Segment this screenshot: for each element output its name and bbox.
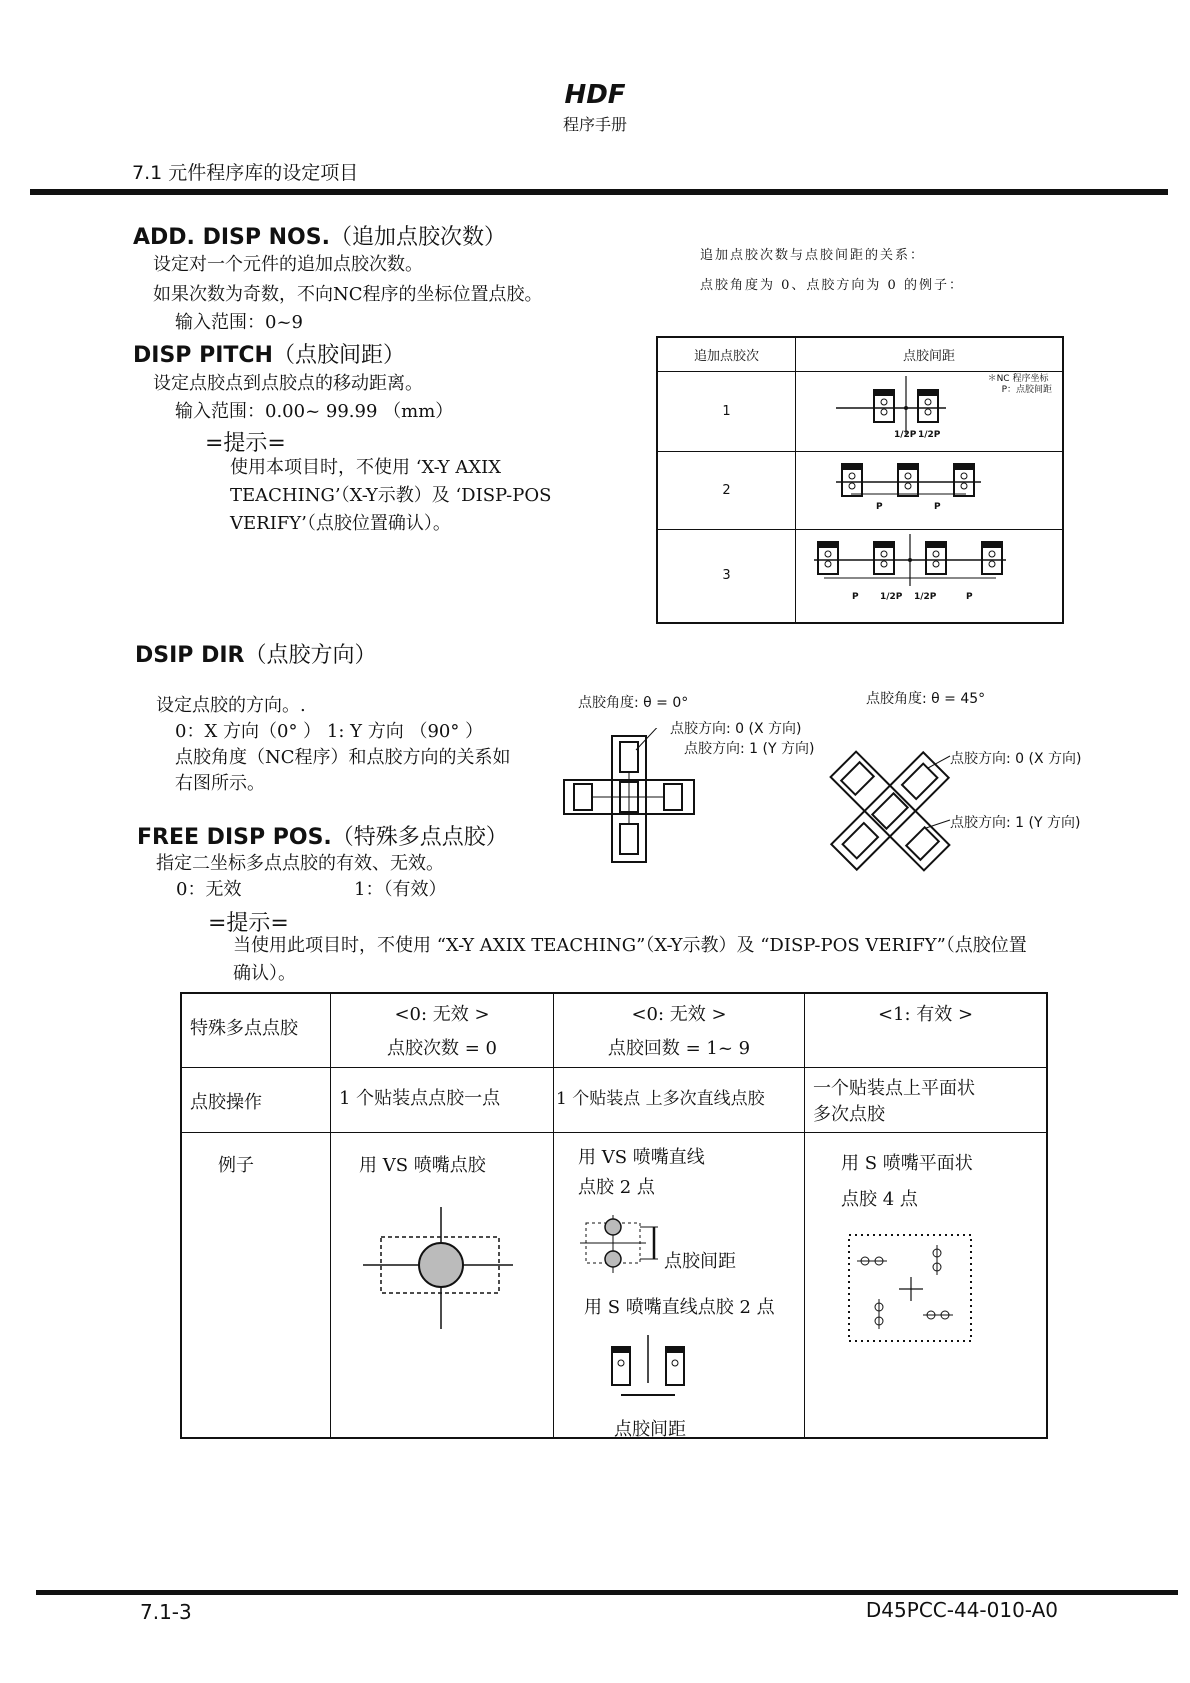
disp-pitch-title-cn: （点胶间距） xyxy=(272,343,405,368)
pitch-3-label-b: 1/2P xyxy=(880,591,903,602)
pitch-table xyxy=(656,336,1064,624)
add-disp-nos-title-cn: （追加点胶次数） xyxy=(329,225,506,250)
pitch-1-label-b: 1/2P xyxy=(918,429,941,440)
col3-op-line1: 一个贴装点上平面状 xyxy=(813,1077,975,1099)
angle-45-dir-y: 点胶方向: 1 (Y 方向) xyxy=(950,815,1081,831)
multi-table-row2-label: 点胶操作 xyxy=(181,1067,331,1132)
pitch-table-count-3: 3 xyxy=(657,529,796,623)
section-heading xyxy=(132,158,358,185)
pitch-table-header-pitch: 点胶间距 xyxy=(796,337,1064,371)
dsip-dir-line3: 点胶角度（NC程序）和点胶方向的关系如 xyxy=(175,747,511,768)
pitch-table-legend xyxy=(988,374,1052,396)
free-disp-pos-opt1: 1：（有效） xyxy=(354,879,447,900)
pitch-3-label-a: P xyxy=(852,591,859,602)
example-vs-line-svg xyxy=(576,1213,666,1277)
multi-table-row2-col1: 1 个贴装点点胶一点 xyxy=(331,1067,554,1132)
pitch-diagram-3-svg xyxy=(796,530,1062,622)
example-s-line-label: 用 S 喷嘴直线点胶 2 点 xyxy=(584,1296,775,1318)
multi-table-row1-col3: <1: 有效 > xyxy=(805,993,1048,1067)
disp-pitch-tip-line1: 使用本项目时，不使用 ‘X-Y AXIX xyxy=(230,457,502,478)
example-s-plane-svg xyxy=(845,1231,975,1345)
footer-rule xyxy=(36,1590,1178,1595)
disp-pitch-heading xyxy=(133,338,405,369)
example-s-plane-label1: 用 S 喷嘴平面状 xyxy=(841,1152,973,1174)
free-disp-pos-tip-line2: 确认）。 xyxy=(233,963,296,984)
section-number: 7.1 xyxy=(132,162,163,184)
pitch-table-count-2: 2 xyxy=(657,451,796,529)
multi-table-row1-col1 xyxy=(331,993,554,1067)
nozzle-icon xyxy=(898,464,918,496)
angle-0-label: 点胶角度: θ = 0° xyxy=(578,695,689,711)
relation-note-line2: 点胶角度为 0、点胶方向为 0 的例子： xyxy=(700,278,964,293)
angle-45-label: 点胶角度: θ = 45° xyxy=(866,691,986,707)
header-rule xyxy=(30,189,1168,195)
col2-mode: <0: 无效 > xyxy=(631,1004,727,1025)
dsip-dir-heading xyxy=(135,638,376,669)
col1-count: 点胶次数 = 0 xyxy=(387,1038,497,1059)
legend-nc: ＊NC 程序坐标 xyxy=(987,373,1049,384)
multi-table-row1-col2 xyxy=(554,993,805,1067)
angle-0-dir-x: 点胶方向: 0 (X 方向) xyxy=(670,721,802,737)
example-vs-line-label2: 点胶 2 点 xyxy=(578,1176,655,1198)
angle-0-dir-y: 点胶方向: 1 (Y 方向) xyxy=(684,741,815,757)
pitch-2-label-a: P xyxy=(876,501,883,512)
pitch-diagram-3 xyxy=(796,529,1064,623)
pitch-diagram-2-svg xyxy=(796,452,1062,528)
add-disp-nos-line1: 设定对一个元件的追加点胶次数。 xyxy=(153,254,423,275)
dsip-dir-line2: 0：X 方向（0° ） 1: Y 方向 （90° ） xyxy=(175,721,484,742)
nozzle-icon xyxy=(982,542,1002,574)
pitch-table-count-1: 1 xyxy=(657,371,796,451)
example-vs-single-label: 用 VS 喷嘴点胶 xyxy=(359,1154,486,1176)
disp-pitch-title: DISP PITCH xyxy=(133,343,273,368)
free-disp-pos-title: FREE DISP POS. xyxy=(137,825,332,850)
relation-note-line1: 追加点胶次数与点胶间距的关系： xyxy=(700,248,926,263)
pitch-table-header-count: 追加点胶次 xyxy=(657,337,796,371)
pitch-2-label-b: P xyxy=(934,501,941,512)
nozzle-icon xyxy=(874,542,894,574)
pitch-1-label-a: 1/2P xyxy=(894,429,917,440)
doc-title: HDF xyxy=(564,80,626,110)
free-disp-pos-opt0: 0：无效 xyxy=(176,879,242,900)
angle-45-dir-x: 点胶方向: 0 (X 方向) xyxy=(950,751,1082,767)
free-disp-pos-heading xyxy=(137,820,508,851)
free-disp-pos-tip-line1: 当使用此项目时，不使用 “X-Y AXIX TEACHING”（X-Y示教）及 “DISP-POS VERIFY”（点胶位置 xyxy=(233,935,1027,956)
pitch-diagram-2 xyxy=(796,451,1064,529)
add-disp-nos-range: 输入范围：0~9 xyxy=(175,312,303,333)
nozzle-icon xyxy=(818,542,838,574)
pitch-3-label-c: 1/2P xyxy=(914,591,937,602)
add-disp-nos-heading xyxy=(133,220,506,251)
page-number: 7.1-3 xyxy=(140,1600,192,1624)
legend-p: P：点胶间距 xyxy=(1001,384,1052,395)
nozzle-icon xyxy=(874,390,894,422)
col3-op-line2: 多次点胶 xyxy=(813,1103,885,1125)
nozzle-icon xyxy=(918,390,938,422)
multi-point-table xyxy=(180,992,1048,1439)
section-title: 元件程序库的设定项目 xyxy=(168,162,359,184)
multi-table-row2-col3 xyxy=(805,1067,1048,1132)
example-vs-single-svg xyxy=(357,1203,517,1333)
disp-pitch-tip-line2: TEACHING’（X-Y示教）及 ‘DISP-POS xyxy=(230,485,552,506)
dsip-dir-line4: 右图所示。 xyxy=(175,773,265,794)
add-disp-nos-title: ADD. DISP NOS. xyxy=(133,225,330,250)
nozzle-icon xyxy=(842,464,862,496)
direction-diagram-0 xyxy=(560,728,700,870)
multi-table-row1-label: 特殊多点点胶 xyxy=(181,993,331,1067)
example-s-line-pitch: 点胶间距 xyxy=(614,1418,686,1440)
disp-pitch-range: 输入范围：0.00~ 99.99 （mm） xyxy=(175,401,454,422)
free-disp-pos-line1: 指定二坐标多点点胶的有效、无效。 xyxy=(156,853,444,874)
pitch-3-label-d: P xyxy=(966,591,973,602)
example-s-line-svg xyxy=(604,1333,714,1413)
col1-mode: <0: 无效 > xyxy=(394,1004,490,1025)
example-vs-line-label1: 用 VS 喷嘴直线 xyxy=(578,1146,705,1168)
disp-pitch-tip-label: =提示= xyxy=(205,431,286,456)
multi-table-row2-col2: 1 个贴装点 上多次直线点胶 xyxy=(554,1067,805,1132)
disp-pitch-tip-line3: VERIFY’（点胶位置确认）。 xyxy=(230,513,451,534)
example-s-plane xyxy=(805,1132,1048,1438)
example-vs-single xyxy=(331,1132,554,1438)
add-disp-nos-line2: 如果次数为奇数，不向NC程序的坐标位置点胶。 xyxy=(153,284,543,305)
example-vs-line xyxy=(554,1132,805,1438)
disp-pitch-line1: 设定点胶点到点胶点的移动距离。 xyxy=(153,373,423,394)
multi-table-row3-label: 例子 xyxy=(181,1132,331,1438)
col2-count: 点胶回数 = 1~ 9 xyxy=(607,1038,751,1059)
dsip-dir-line1: 设定点胶的方向。. xyxy=(156,695,306,716)
dsip-dir-title-cn: （点胶方向） xyxy=(244,643,377,668)
example-s-plane-label2: 点胶 4 点 xyxy=(841,1188,918,1210)
doc-number: D45PCC-44-010-A0 xyxy=(865,1598,1058,1622)
doc-subtitle: 程序手册 xyxy=(562,115,627,134)
example-vs-line-pitch: 点胶间距 xyxy=(664,1250,736,1272)
free-disp-pos-tip-label: =提示= xyxy=(208,911,289,936)
direction-diagram-45 xyxy=(820,748,960,874)
pitch-diagram-1 xyxy=(796,371,1064,451)
free-disp-pos-title-cn: （特殊多点点胶） xyxy=(331,825,508,850)
dsip-dir-title: DSIP DIR xyxy=(135,643,245,668)
nozzle-icon xyxy=(926,542,946,574)
nozzle-icon xyxy=(954,464,974,496)
